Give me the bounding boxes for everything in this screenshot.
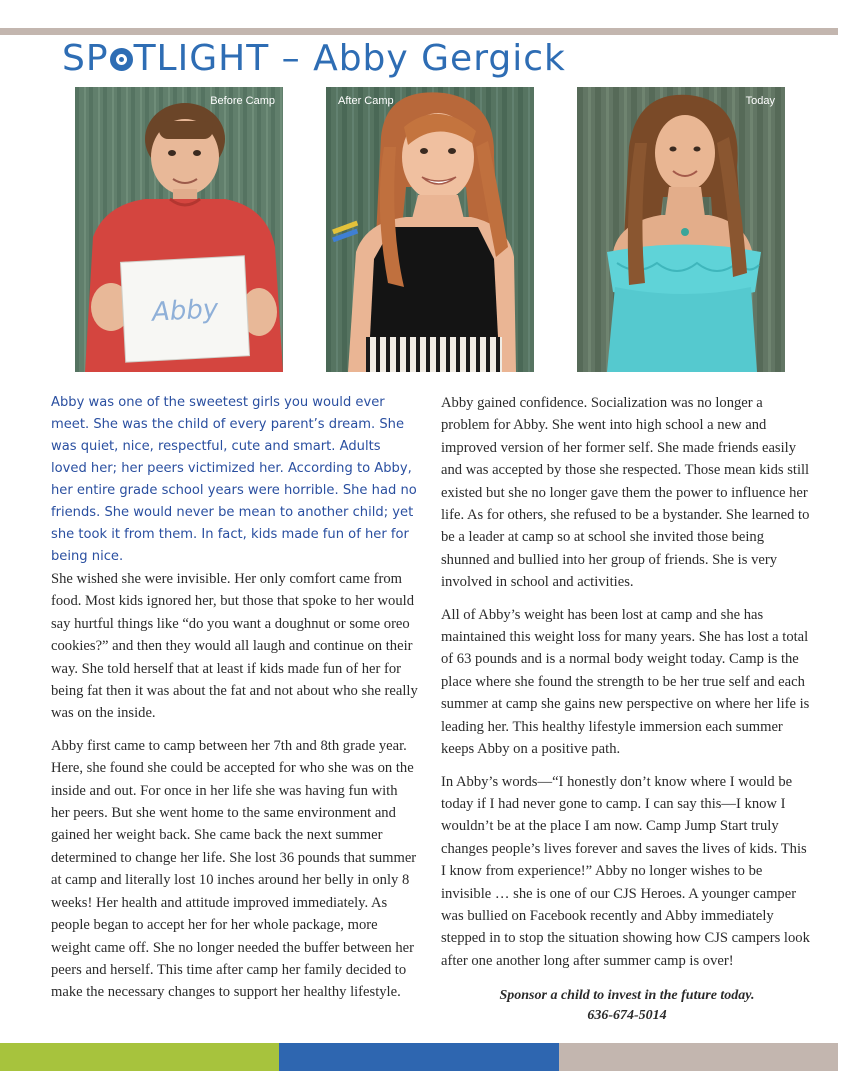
photo-caption-after: After Camp bbox=[338, 95, 394, 107]
body-paragraph-3: Abby gained confidence. Socialization was no longer a problem for Abby. She went into high school a new and improved version of her former self. She made friends easily and was accepted by those she respected. Those mean kids still existed but she no longer gave them the power to influence her life. As for others, she refused to be a bystander. She learned to be a leader at camp so at school she invited those being shunned and bullied into her group of friends. She is very involved in school and activities. bbox=[441, 395, 810, 591]
sponsor-phone: 636-674-5014 bbox=[587, 1008, 667, 1023]
after-camp-illustration bbox=[326, 87, 534, 372]
photo-after-camp bbox=[326, 87, 534, 372]
article-column-right bbox=[441, 392, 813, 982]
sponsor-text: Sponsor a child to invest in the future today. bbox=[499, 988, 755, 1003]
before-camp-illustration bbox=[75, 87, 283, 372]
article-column-left bbox=[51, 392, 419, 1014]
photo-today bbox=[577, 87, 785, 372]
spotlight-o-icon bbox=[110, 48, 133, 71]
footer-bar-blue bbox=[279, 1043, 559, 1071]
photo-caption-before: Before Camp bbox=[210, 95, 275, 107]
photo-caption-today: Today bbox=[745, 95, 775, 107]
top-divider bbox=[0, 28, 838, 35]
page-title bbox=[62, 38, 566, 79]
body-paragraph-2: Abby first came to camp between her 7th and 8th grade year. Here, she found she could be accepted for who she was on the inside and out. For once in her life she was having fun with her peers. But she went home to the same environment and gained her weight back. She came back the next summer determined to change her life. She lost 36 pounds that summer at camp and literally lost 10 inches around her belly in only 8 weeks! Her health and attitude improved immediately. As people began to accept her for her whole package, more weight came off. She no longer needed the buffer between her peers and herself. This time after camp her family decided to make the necessary changes to support her healthy lifestyle. bbox=[51, 737, 417, 1001]
sign-text: Abby bbox=[151, 294, 219, 328]
lead-paragraph: Abby was one of the sweetest girls you would ever meet. She was the child of every parent’s dream. She was quiet, nice, respectful, cute and smart. Adults loved her; her peers victimized her. According to Abby, her entire grade school years were horrible. She had no friends. She would never be mean to another child; yet she took it from them. In fact, kids made fun of her for being nice. bbox=[51, 395, 417, 564]
footer-bar-taupe bbox=[559, 1043, 838, 1071]
footer-bar-green bbox=[0, 1043, 279, 1071]
title-suffix: TLIGHT – Abby Gergick bbox=[133, 38, 566, 79]
body-paragraph-5: In Abby’s words—“I honestly don’t know where I would be today if I had never gone to camp. I can say this—I know I wouldn’t be at the place I am now. Camp Jump Start truly changes people’s lives forever and saves the lives of kids. This I know from experience!” Abby no longer wishes to be invisible … she is one of our CJS Heroes. A younger camper was bullied on Facebook recently and Abby immediately stepped in to stop the situation showing how CJS campers look after one another long after summer camp is over! bbox=[441, 773, 810, 969]
today-illustration bbox=[577, 87, 785, 372]
sponsor-callout bbox=[441, 986, 813, 1026]
body-paragraph-1: She wished she were invisible. Her only comfort came from food. Most kids ignored her, but those that spoke to her would say hurtful things like “do you want a doughnut or some oreo cookies?” and then they would all laugh and continue on their way. She told herself that at least if kids made fun of her for being fat then it was about the fat and not about who she really was on the inside. bbox=[51, 571, 418, 722]
photo-before-camp bbox=[75, 87, 283, 372]
title-prefix: SP bbox=[62, 38, 109, 79]
body-paragraph-4: All of Abby’s weight has been lost at camp and she has maintained this weight loss for many years. She has lost a total of 63 pounds and is a normal body weight today. Camp is the place where she found the strength to be her true self and each summer at camp she gains new perspective on where her life is leading her. This healthy lifestyle immersion each summer keeps Abby on a positive path. bbox=[441, 606, 810, 758]
